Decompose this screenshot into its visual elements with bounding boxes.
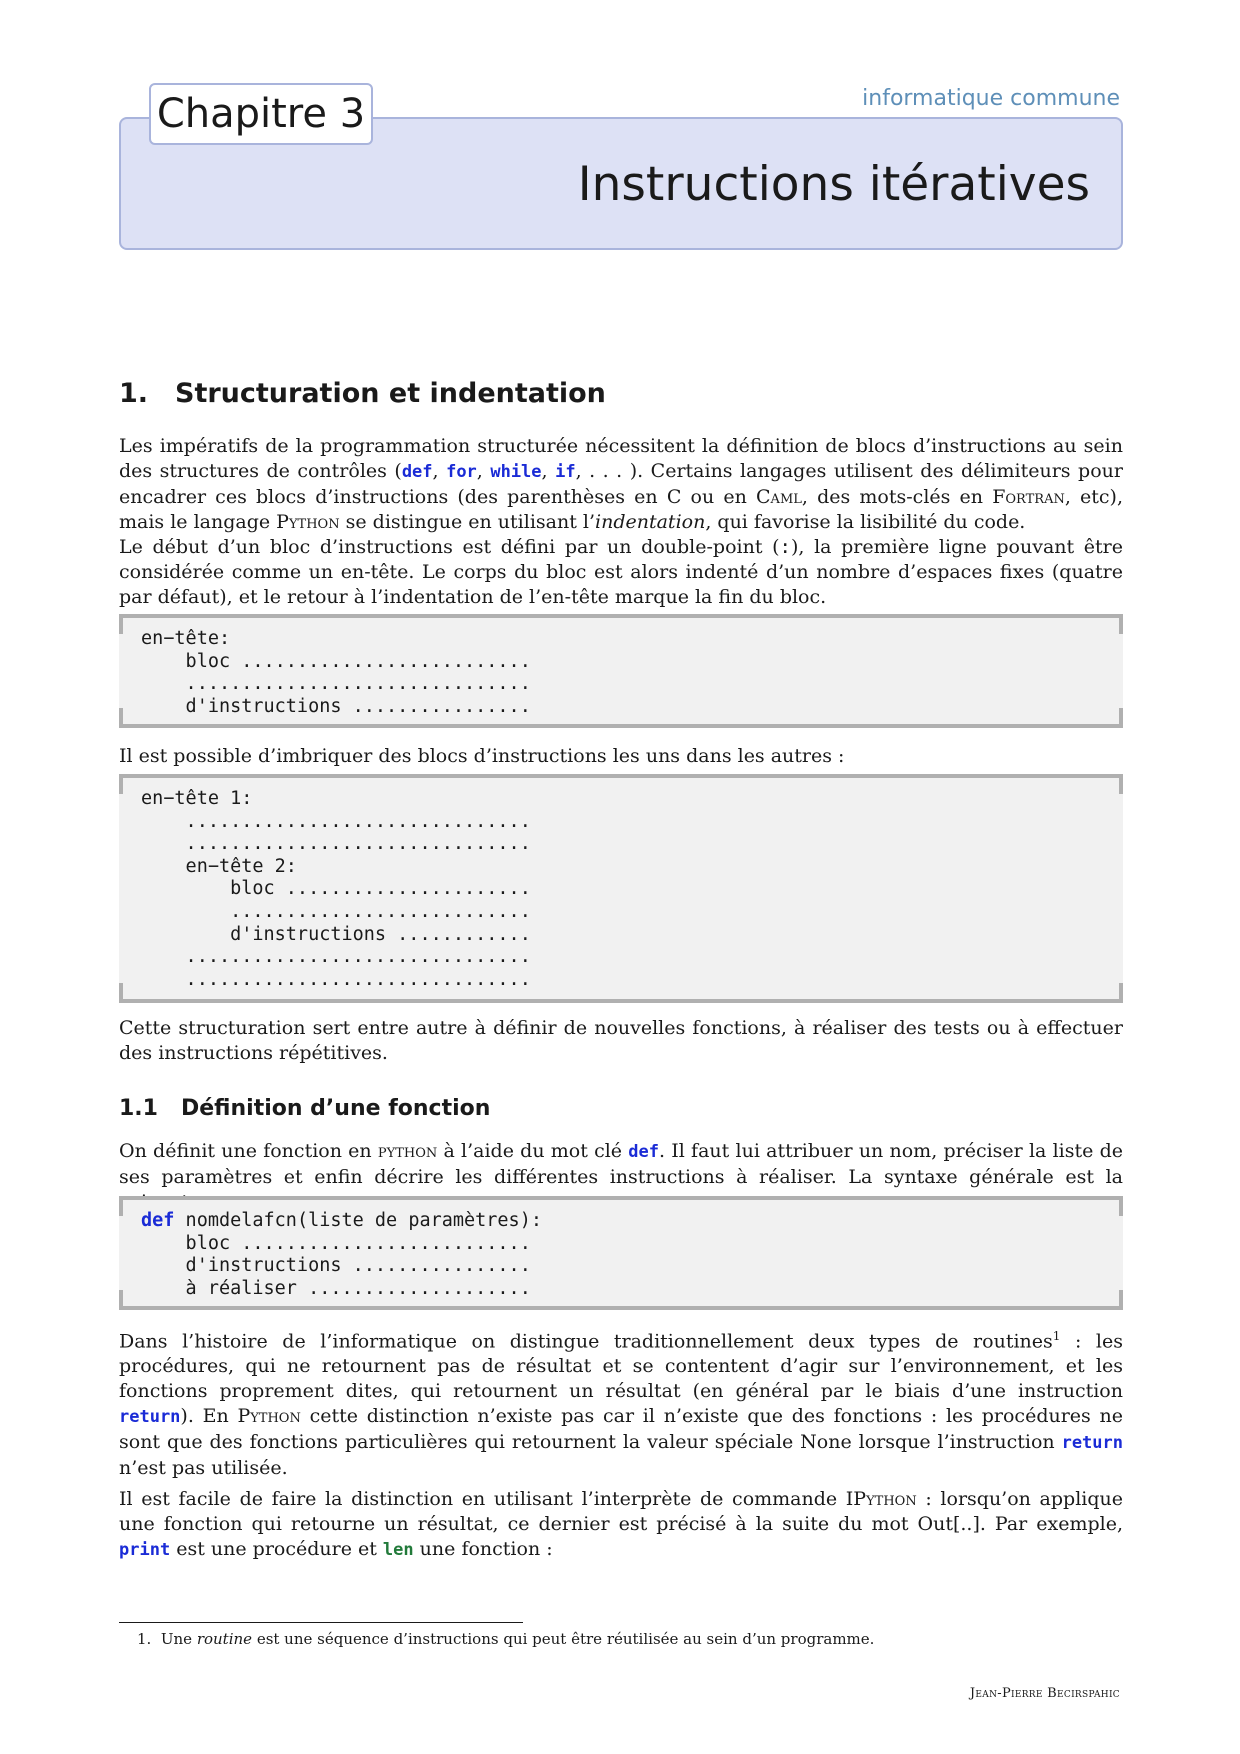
code-line: ............................... xyxy=(141,968,531,990)
code-line: à réaliser .................... xyxy=(141,1277,531,1299)
subsection-number: 1.1 xyxy=(119,1096,158,1121)
footnote: 1. Une routine est une séquence d’instructions qui peut être réutilisée au sein d’un programme. xyxy=(137,1630,875,1648)
author-name: Jean-Pierre Becirspahic xyxy=(969,1686,1120,1701)
code-line: ............................... xyxy=(141,833,531,855)
code-block-simple xyxy=(119,614,1123,728)
paragraph-def-syntax: On définit une fonction en python à l’aide du mot clé def. Il faut lui attribuer un nom, préciser la liste de ses paramètres et enfin décrire les différentes instructions à réaliser. La syntaxe générale est la xyxy=(119,1140,1123,1188)
keyword-def: def xyxy=(628,1142,659,1162)
code-line: ............................... xyxy=(141,673,531,695)
paragraph-nesting: Il est possible d’imbriquer des blocs d’instructions les uns dans les autres : xyxy=(119,745,845,767)
paragraph-routines: Dans l’histoire de l’informatique on distingue traditionnellement deux types de routines$^1$ : les procédures, qui ne retournent pas de résultat et se contentent d’agir sur l’environnement, et les fonctions proprement dites, qui retournent un résultat (en général par le biais d’une instruction return). En Python cette distinction n’existe pas car il n’existe que des fonctions : les procédures ne sont que des fonctions particulières qui retournent la valeur spéciale None lorsque l’instruction return n’est pas utilisée. xyxy=(119,1329,1123,1480)
footnote-rule xyxy=(119,1622,523,1623)
code-line: ............................... xyxy=(141,946,531,968)
paragraph-summary: Cette structuration sert entre autre à définir de nouvelles fonctions, à réaliser des tests ou à effectuer des instructions répétitives. xyxy=(119,1017,1123,1064)
keyword-while: while xyxy=(490,462,542,482)
section1-intro xyxy=(119,434,1123,610)
keyword-print: print xyxy=(119,1540,171,1561)
keyword-len: len xyxy=(382,1540,414,1561)
keyword-def: def xyxy=(401,462,433,482)
code-line: def nomdelafcn(liste de paramètres): xyxy=(141,1210,542,1231)
code-block-def xyxy=(119,1196,1123,1310)
section-number: 1. xyxy=(119,378,149,409)
keyword-return: return xyxy=(1061,1433,1123,1454)
code-line: en−tête 2: xyxy=(141,855,297,877)
code-line: bloc .......................... xyxy=(141,650,531,672)
section1-nesting xyxy=(119,744,1123,769)
code-line: en−tête: xyxy=(141,628,231,649)
code-line: d'instructions ............ xyxy=(141,923,531,945)
keyword-def: def xyxy=(141,1210,175,1231)
keyword-return: return xyxy=(119,1407,181,1428)
code-line: d'instructions ................ xyxy=(141,1255,531,1277)
paragraph-header-definition: Le début d’un bloc d’instructions est défini par un double-point (:), la première ligne pouvant être considérée comme un en-tête. Le corps du bloc est alors indenté d’un nombre d’espaces fixes (quatre par défaut), et le retour à l’indentation de l’en-tête marque la fin du bloc. xyxy=(119,536,1123,608)
chapter-label: Chapitre 3 xyxy=(149,83,373,145)
chapter-title: Instructions itératives xyxy=(577,157,1090,212)
keyword-for: for xyxy=(446,462,477,482)
code-line: ........................... xyxy=(141,900,531,922)
code-line: bloc .......................... xyxy=(141,1232,531,1254)
code-line: d'instructions ................ xyxy=(141,695,531,717)
subject-label: informatique commune xyxy=(862,86,1120,111)
code-line: en−tête 1: xyxy=(141,788,253,809)
keyword-if: if xyxy=(555,462,576,482)
section-title: Structuration et indentation xyxy=(175,378,606,409)
subsection-title: Définition d’une fonction xyxy=(181,1096,491,1121)
code-block-nested xyxy=(119,774,1123,1003)
section1-summary xyxy=(119,1016,1123,1066)
code-line: ............................... xyxy=(141,810,531,832)
section-heading xyxy=(119,378,606,409)
footnote-marker[interactable]: 1 xyxy=(1052,1329,1061,1343)
code-line: bloc ...................... xyxy=(141,878,531,900)
subsection-heading xyxy=(119,1096,490,1121)
paragraph-ipython: Il est facile de faire la distinction en utilisant l’interprète de commande IPython : lorsqu’on applique une fonction qui retourne un résultat, ce dernier est précisé à la suite du mot Out[..]. Par exemple, print est une procédure et len une fonction : xyxy=(119,1488,1123,1561)
paragraph-blocks: Les impératifs de la programmation structurée nécessitent la définition de blocs d’instructions au sein des structures de contrôles (def, for, while, if, . . . ). Certains langages utilisent des délimiteurs pour encadrer ces blocs d’instructions (des parenthèses en C ou en Caml, des mots-clés en Fortran, etc), mais le langage Python se distingue en utilisant l’indentation, qui favorise la lisibilité du code. xyxy=(119,435,1124,533)
subsection-body xyxy=(119,1324,1123,1563)
